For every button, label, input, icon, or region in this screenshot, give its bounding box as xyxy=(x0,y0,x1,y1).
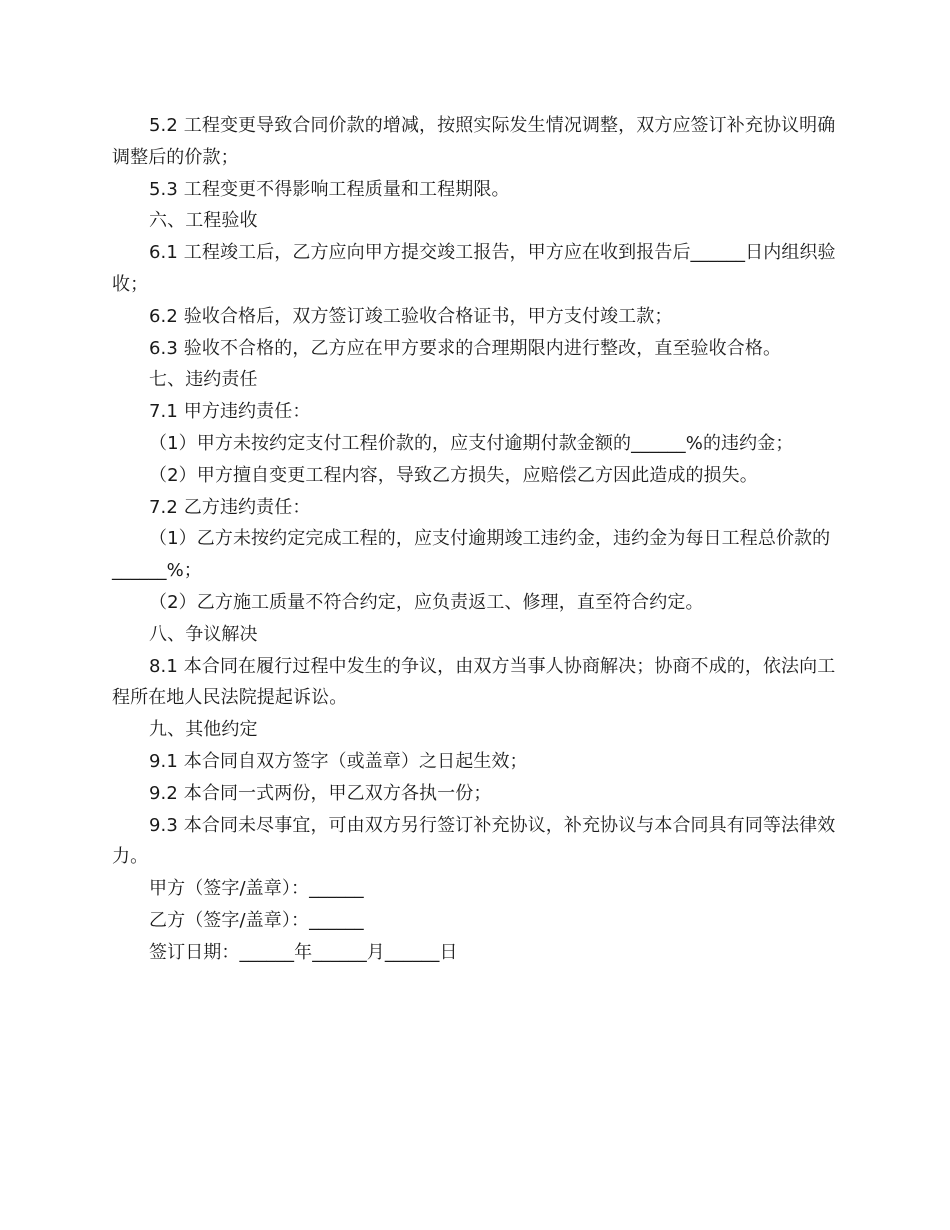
clause-6-3: 6.3 验收不合格的，乙方应在甲方要求的合理期限内进行整改，直至验收合格。 xyxy=(149,337,782,359)
clause-9-2: 9.2 本合同一式两份，甲乙双方各执一份； xyxy=(149,782,492,804)
section-heading-8: 八、争议解决 xyxy=(149,623,258,645)
clause-5-3: 5.3 工程变更不得影响工程质量和工程期限。 xyxy=(149,178,510,200)
clause-7-2-item-1: （1）乙方未按约定完成工程的，应支付逾期竣工违约金，违约金为每日工程总价款的______%； xyxy=(112,528,831,582)
signing-date-line: 签订日期：______年______月______日 xyxy=(149,941,458,963)
party-b-signature-line: 乙方（签字/盖章）：______ xyxy=(149,909,364,931)
clause-6-2: 6.2 验收合格后，双方签订竣工验收合格证书，甲方支付竣工款； xyxy=(149,305,673,327)
clause-9-1: 9.1 本合同自双方签字（或盖章）之日起生效； xyxy=(149,750,528,772)
clause-6-1: 6.1 工程竣工后，乙方应向甲方提交竣工报告，甲方应在收到报告后______日内组织验收； xyxy=(112,242,836,295)
clause-7-2-item-2: （2）乙方施工质量不符合约定，应负责返工、修理，直至符合约定。 xyxy=(149,591,704,613)
clause-7-1: 7.1 甲方违约责任： xyxy=(149,401,311,423)
section-heading-6: 六、工程验收 xyxy=(149,210,258,232)
party-a-signature-line: 甲方（签字/盖章）：______ xyxy=(149,878,364,900)
clause-5-2: 5.2 工程变更导致合同价款的增减，按照实际发生情况调整，双方应签订补充协议明确调整后的价款； xyxy=(112,115,836,168)
clause-7-1-item-2: （2）甲方擅自变更工程内容，导致乙方损失，应赔偿乙方因此造成的损失。 xyxy=(149,464,758,486)
clause-7-1-item-1: （1）甲方未按约定支付工程价款的，应支付逾期付款金额的______%的违约金； xyxy=(149,432,794,454)
clause-7-2: 7.2 乙方违约责任： xyxy=(149,496,311,518)
clause-9-3: 9.3 本合同未尽事宜，可由双方另行签订补充协议，补充协议与本合同具有同等法律效力。 xyxy=(112,814,836,868)
document-page xyxy=(112,110,838,969)
section-heading-9: 九、其他约定 xyxy=(149,719,258,741)
section-heading-7: 七、违约责任 xyxy=(149,369,258,391)
clause-8-1: 8.1 本合同在履行过程中发生的争议，由双方当事人协商解决；协商不成的，依法向工程所在地人民法院提起诉讼。 xyxy=(112,655,836,709)
